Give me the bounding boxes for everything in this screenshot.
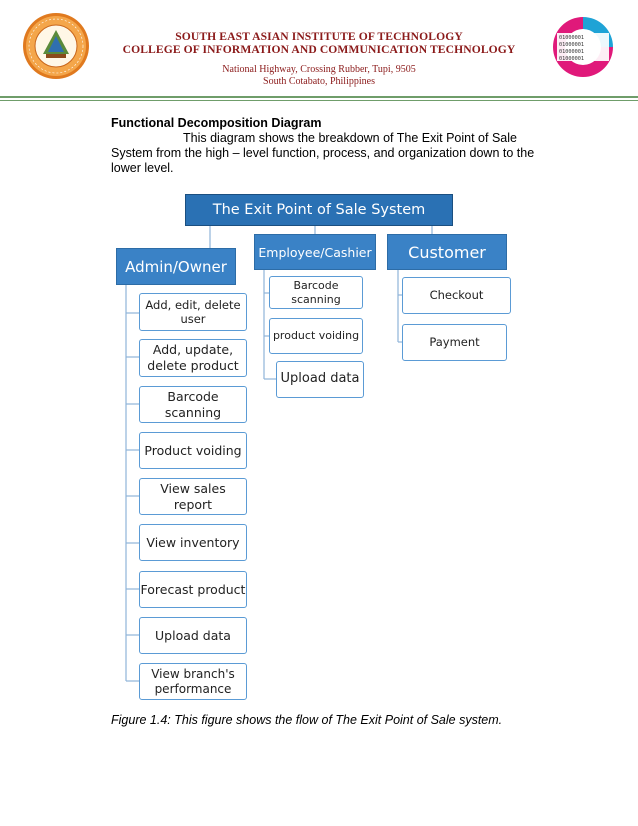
admin-item-add-update-delete-product: Add, update, delete product [139,339,247,377]
admin-item-view-branch-performance: View branch's performance [139,663,247,700]
college-name: COLLEGE OF INFORMATION AND COMMUNICATION TECHNOLOGY [122,43,516,56]
figure-caption: Figure 1.4: This figure shows the flow of The Exit Point of Sale system. [111,713,503,727]
address-line-1: National Highway, Crossing Rubber, Tupi, 9505 [222,64,416,75]
section-title: Functional Decomposition Diagram [111,116,322,130]
customer-item-checkout: Checkout [402,277,511,314]
address-line-2: South Cotabato, Philippines [263,76,375,87]
institute-name: SOUTH EAST ASIAN INSTITUTE OF TECHNOLOGY [175,30,463,43]
admin-item-upload-data: Upload data [139,617,247,654]
svg-text:01000001: 01000001 [559,42,584,48]
admin-item-product-voiding: Product voiding [139,432,247,469]
diagram-root: The Exit Point of Sale System [185,194,453,226]
admin-item-add-edit-delete-user: Add, edit, delete user [139,293,247,331]
svg-text:01000001: 01000001 [559,35,584,41]
employee-item-product-voiding: product voiding [269,318,363,354]
admin-item-barcode-scanning: Barcode scanning [139,386,247,423]
admin-item-forecast-product: Forecast product [139,571,247,608]
employee-item-barcode-scanning: Barcode scanning [269,276,363,309]
section-paragraph: This diagram shows the breakdown of The Exit Point of Sale System from the high – level function, process, and organization down to the lower level. [111,131,535,175]
admin-item-view-inventory: View inventory [139,524,247,561]
employee-item-upload-data: Upload data [276,361,364,398]
svg-text:01000001: 01000001 [559,56,584,62]
branch-admin-owner: Admin/Owner [116,248,236,285]
customer-item-payment: Payment [402,324,507,361]
branch-employee-cashier: Employee/Cashier [254,234,376,270]
branch-customer: Customer [387,234,507,270]
admin-item-view-sales-report: View sales report [139,478,247,515]
svg-text:01000001: 01000001 [559,49,584,55]
